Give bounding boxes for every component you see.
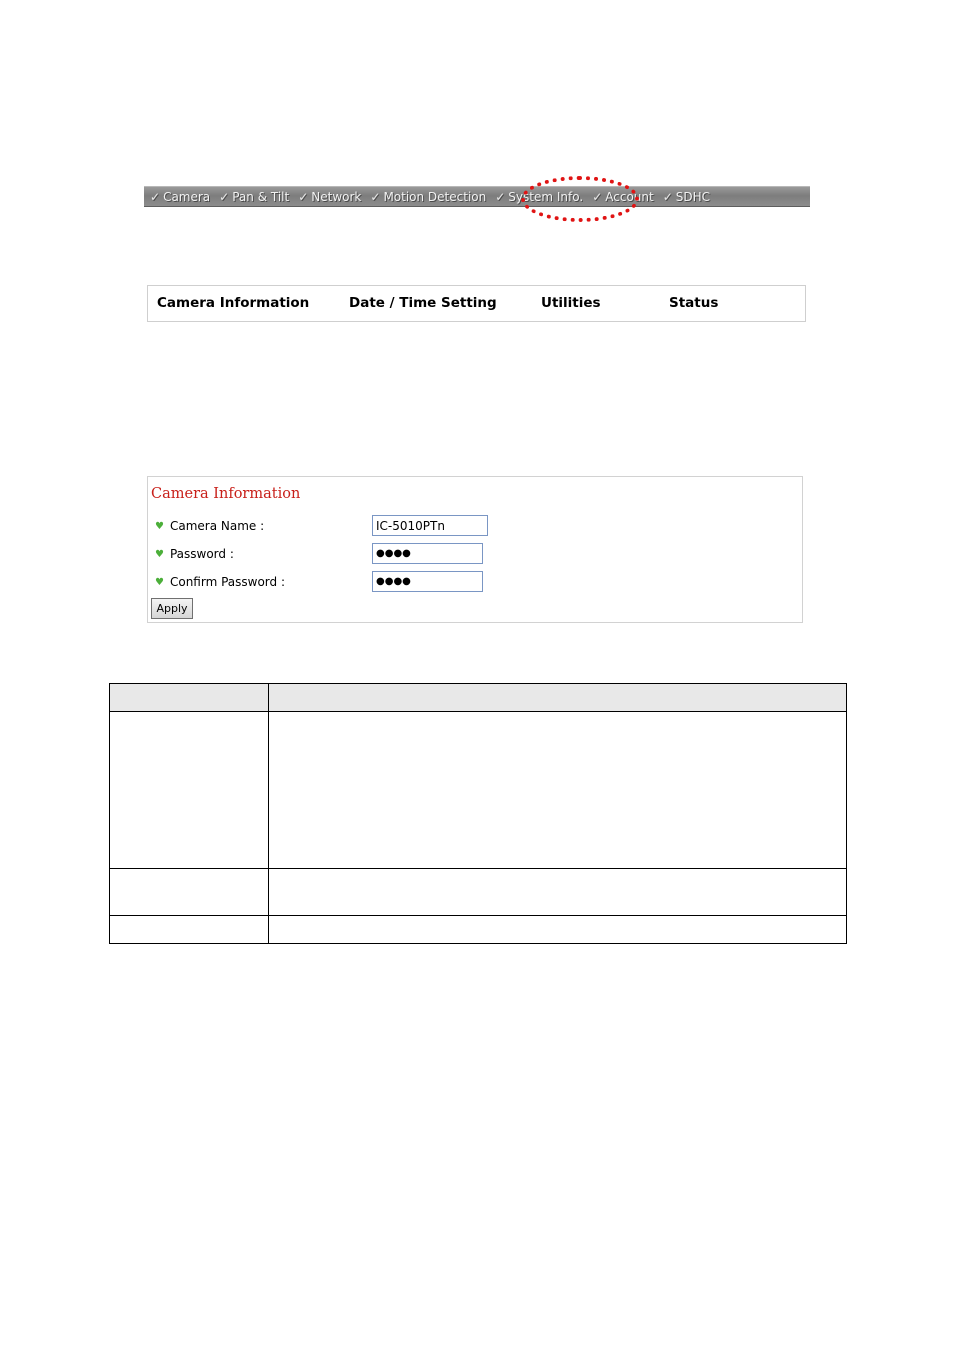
nav-item-sdhc[interactable]	[663, 190, 710, 204]
sub-tab-bar	[147, 285, 806, 322]
table-cell	[269, 712, 847, 869]
nav-item-camera[interactable]	[150, 190, 210, 204]
camera-name-label	[155, 519, 264, 533]
field-label-text: Password :	[169, 547, 234, 561]
table-header-cell	[269, 684, 847, 712]
check-icon: ✓	[298, 189, 309, 204]
nav-item-label: Camera	[163, 189, 211, 204]
password-label	[155, 547, 234, 561]
table-header-row	[110, 684, 847, 712]
tab-date-time-setting[interactable]: Date / Time Setting	[349, 295, 497, 311]
nav-item-label: Account	[605, 189, 654, 204]
check-icon: ✓	[662, 189, 673, 204]
camera-name-input[interactable]: IC-5010PTn	[372, 515, 488, 536]
table-row	[110, 869, 847, 916]
table-cell	[110, 869, 269, 916]
nav-item-label: Network	[311, 189, 362, 204]
check-icon: ✓	[495, 189, 506, 204]
field-label-text: Confirm Password :	[169, 575, 285, 589]
nav-item-label: SDHC	[675, 189, 711, 204]
check-icon: ✓	[219, 189, 230, 204]
green-check-icon: ♥	[155, 548, 164, 560]
table-cell	[269, 869, 847, 916]
apply-button[interactable]: Apply	[151, 598, 193, 619]
main-nav-bar	[144, 186, 810, 207]
green-check-icon: ♥	[155, 520, 164, 532]
nav-item-pan-tilt[interactable]	[219, 190, 289, 204]
table-row	[110, 916, 847, 944]
password-input[interactable]: ●●●●	[372, 543, 483, 564]
nav-item-account[interactable]	[592, 190, 654, 204]
table-header-cell	[110, 684, 269, 712]
nav-item-label: System Info.	[508, 189, 584, 204]
nav-item-network[interactable]	[298, 190, 361, 204]
table-cell	[110, 712, 269, 869]
field-label-text: Camera Name :	[169, 519, 265, 533]
check-icon: ✓	[592, 189, 603, 204]
check-icon: ✓	[150, 189, 161, 204]
check-icon: ✓	[370, 189, 381, 204]
description-table	[109, 683, 847, 944]
nav-item-motion-detection[interactable]	[370, 190, 486, 204]
nav-item-label: Motion Detection	[383, 189, 487, 204]
table-cell	[269, 916, 847, 944]
tab-status[interactable]: Status	[669, 295, 719, 311]
confirm-password-input[interactable]: ●●●●	[372, 571, 483, 592]
confirm-password-label	[155, 575, 285, 589]
panel-title: Camera Information	[151, 486, 301, 502]
nav-item-label: Pan & Tilt	[232, 189, 290, 204]
green-check-icon: ♥	[155, 576, 164, 588]
tab-camera-information[interactable]: Camera Information	[157, 295, 310, 311]
table-row	[110, 712, 847, 869]
tab-utilities[interactable]: Utilities	[541, 295, 601, 311]
nav-item-system-info[interactable]	[495, 190, 583, 204]
camera-information-panel	[147, 476, 803, 623]
table-cell	[110, 916, 269, 944]
